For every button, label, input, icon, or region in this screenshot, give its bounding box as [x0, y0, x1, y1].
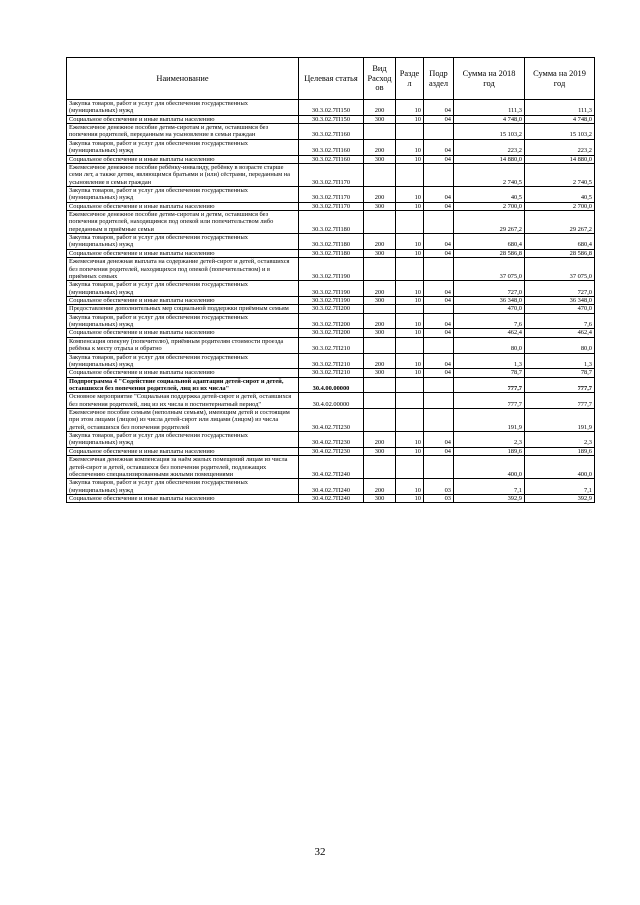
row-sum-2019-cell: 400,0 — [525, 456, 595, 479]
row-target-article-cell: 30.3.02.7П180 — [299, 234, 364, 250]
row-target-article-cell: 30.3.02.7П160 — [299, 139, 364, 155]
row-sum-2018-cell: 392,9 — [454, 494, 525, 502]
row-sum-2018-cell: 80,0 — [454, 337, 525, 353]
row-section-cell — [396, 258, 424, 281]
row-target-article-cell: 30.3.02.7П200 — [299, 313, 364, 329]
row-name-cell: Социальное обеспечение и иные выплаты населению — [67, 115, 299, 123]
row-sum-2018-cell: 462,4 — [454, 329, 525, 337]
table-row — [67, 163, 595, 186]
row-target-article-cell: 30.4.02.7П240 — [299, 479, 364, 495]
row-name-cell: Социальное обеспечение и иные выплаты населению — [67, 447, 299, 455]
row-sum-2019-cell: 15 103,2 — [525, 124, 595, 140]
row-sum-2018-cell: 7,1 — [454, 479, 525, 495]
row-section-cell — [396, 409, 424, 432]
row-expense-type-cell: 200 — [364, 234, 396, 250]
table-row — [67, 186, 595, 202]
row-subsection-cell: 04 — [424, 432, 454, 448]
row-expense-type-cell — [364, 258, 396, 281]
row-expense-type-cell: 300 — [364, 249, 396, 257]
row-section-cell — [396, 456, 424, 479]
row-subsection-cell: 04 — [424, 115, 454, 123]
row-subsection-cell — [424, 163, 454, 186]
row-name-cell: Социальное обеспечение и иные выплаты населению — [67, 494, 299, 502]
row-target-article-cell: 30.3.02.7П170 — [299, 186, 364, 202]
table-row — [67, 409, 595, 432]
row-name-cell: Закупка товаров, работ и услуг для обеспечения государственных (муниципальных) нужд — [67, 139, 299, 155]
row-sum-2019-cell: 7,6 — [525, 313, 595, 329]
row-target-article-cell: 30.3.02.7П180 — [299, 249, 364, 257]
row-sum-2018-cell: 29 267,2 — [454, 211, 525, 234]
table-row — [67, 139, 595, 155]
row-subsection-cell — [424, 337, 454, 353]
row-name-cell: Ежемесячное пособие семьям (неполным семьям), имеющим детей и состоящим при этом лицами (лицом) из числа детей-сирот или лицами (лицом) из числа детей, оставшихся без попечения родителей — [67, 409, 299, 432]
table-row — [67, 281, 595, 297]
row-target-article-cell: 30.4.02.00000 — [299, 393, 364, 409]
row-sum-2018-cell: 15 103,2 — [454, 124, 525, 140]
row-expense-type-cell: 300 — [364, 369, 396, 377]
header-section: Разде л — [396, 58, 424, 100]
row-sum-2019-cell: 111,3 — [525, 100, 595, 116]
row-name-cell: Социальное обеспечение и иные выплаты населению — [67, 296, 299, 304]
row-subsection-cell — [424, 305, 454, 313]
row-expense-type-cell: 200 — [364, 353, 396, 369]
row-sum-2019-cell: 2,3 — [525, 432, 595, 448]
table-row — [67, 313, 595, 329]
row-section-cell — [396, 124, 424, 140]
row-target-article-cell: 30.3.02.7П180 — [299, 211, 364, 234]
row-target-article-cell: 30.3.02.7П190 — [299, 296, 364, 304]
row-section-cell — [396, 393, 424, 409]
row-subsection-cell: 04 — [424, 281, 454, 297]
page-number: 32 — [314, 846, 326, 858]
table-row — [67, 100, 595, 116]
row-name-cell: Социальное обеспечение и иные выплаты населению — [67, 329, 299, 337]
row-target-article-cell: 30.3.02.7П210 — [299, 353, 364, 369]
row-name-cell: Социальное обеспечение и иные выплаты населению — [67, 202, 299, 210]
table-row — [67, 258, 595, 281]
table-row — [67, 369, 595, 377]
row-name-cell: Закупка товаров, работ и услуг для обеспечения государственных (муниципальных) нужд — [67, 353, 299, 369]
row-target-article-cell: 30.3.02.7П170 — [299, 163, 364, 186]
row-target-article-cell: 30.3.02.7П210 — [299, 369, 364, 377]
row-name-cell: Социальное обеспечение и иные выплаты населению — [67, 155, 299, 163]
row-target-article-cell: 30.3.02.7П150 — [299, 100, 364, 116]
header-sum-2018: Сумма на 2018 год — [454, 58, 525, 100]
row-sum-2018-cell: 1,3 — [454, 353, 525, 369]
row-sum-2018-cell: 7,6 — [454, 313, 525, 329]
table-header — [67, 58, 595, 100]
table-row — [67, 296, 595, 304]
row-expense-type-cell — [364, 337, 396, 353]
row-sum-2019-cell: 777,7 — [525, 393, 595, 409]
row-name-cell: Основное мероприятие "Социальная поддержка детей-сирот и детей, оставшихся без попечения родителей, лиц из их числа в постинтернатный период" — [67, 393, 299, 409]
row-subsection-cell: 04 — [424, 155, 454, 163]
table-row — [67, 249, 595, 257]
row-section-cell: 10 — [396, 329, 424, 337]
row-name-cell: Закупка товаров, работ и услуг для обеспечения государственных (муниципальных) нужд — [67, 313, 299, 329]
row-subsection-cell: 03 — [424, 494, 454, 502]
row-subsection-cell: 03 — [424, 479, 454, 495]
row-sum-2019-cell: 392,9 — [525, 494, 595, 502]
row-name-cell: Ежемесячное денежное пособие ребёнку-инвалиду, ребёнку в возрасте старше семи лет, а также детям, являющимся братьями и (или) сёстрами, переданным на усыновление в семьи граждан — [67, 163, 299, 186]
row-subsection-cell: 04 — [424, 139, 454, 155]
row-expense-type-cell: 200 — [364, 186, 396, 202]
row-section-cell: 10 — [396, 234, 424, 250]
row-target-article-cell: 30.3.02.7П150 — [299, 115, 364, 123]
header-subsection: Подр аздел — [424, 58, 454, 100]
row-sum-2018-cell: 191,9 — [454, 409, 525, 432]
row-sum-2018-cell: 111,3 — [454, 100, 525, 116]
table-row — [67, 447, 595, 455]
row-sum-2019-cell: 223,2 — [525, 139, 595, 155]
row-target-article-cell: 30.4.02.7П230 — [299, 447, 364, 455]
table-row — [67, 234, 595, 250]
table-row — [67, 479, 595, 495]
row-sum-2018-cell: 36 348,0 — [454, 296, 525, 304]
row-subsection-cell: 04 — [424, 369, 454, 377]
table-row — [67, 305, 595, 313]
row-name-cell: Закупка товаров, работ и услуг для обеспечения государственных (муниципальных) нужд — [67, 234, 299, 250]
row-target-article-cell: 30.3.02.7П200 — [299, 305, 364, 313]
row-sum-2019-cell: 37 075,0 — [525, 258, 595, 281]
row-sum-2019-cell: 78,7 — [525, 369, 595, 377]
row-target-article-cell: 30.4.02.7П240 — [299, 456, 364, 479]
row-sum-2018-cell: 2 740,5 — [454, 163, 525, 186]
row-target-article-cell: 30.3.02.7П190 — [299, 258, 364, 281]
row-sum-2018-cell: 2,3 — [454, 432, 525, 448]
row-sum-2019-cell: 680,4 — [525, 234, 595, 250]
row-subsection-cell — [424, 258, 454, 281]
row-name-cell: Компенсация опекуну (попечителю), приёмным родителям стоимости проезда ребёнка к месту отдыха и обратно — [67, 337, 299, 353]
table-row — [67, 124, 595, 140]
row-section-cell — [396, 305, 424, 313]
row-name-cell: Закупка товаров, работ и услуг для обеспечения государственных (муниципальных) нужд — [67, 432, 299, 448]
row-expense-type-cell: 300 — [364, 329, 396, 337]
table-row — [67, 155, 595, 163]
row-name-cell: Закупка товаров, работ и услуг для обеспечения государственных (муниципальных) нужд — [67, 281, 299, 297]
row-sum-2019-cell: 470,0 — [525, 305, 595, 313]
row-target-article-cell: 30.3.02.7П160 — [299, 155, 364, 163]
row-target-article-cell: 30.4.02.7П230 — [299, 432, 364, 448]
table-row — [67, 202, 595, 210]
row-section-cell: 10 — [396, 479, 424, 495]
table-row — [67, 211, 595, 234]
row-sum-2019-cell: 40,5 — [525, 186, 595, 202]
row-section-cell: 10 — [396, 155, 424, 163]
row-sum-2018-cell: 37 075,0 — [454, 258, 525, 281]
row-expense-type-cell: 200 — [364, 479, 396, 495]
row-subsection-cell — [424, 211, 454, 234]
row-expense-type-cell: 200 — [364, 139, 396, 155]
row-expense-type-cell: 200 — [364, 432, 396, 448]
table-row — [67, 329, 595, 337]
row-sum-2018-cell: 2 700,0 — [454, 202, 525, 210]
row-section-cell — [396, 337, 424, 353]
row-target-article-cell: 30.4.00.00000 — [299, 377, 364, 393]
row-sum-2019-cell: 29 267,2 — [525, 211, 595, 234]
row-sum-2018-cell: 223,2 — [454, 139, 525, 155]
table-row — [67, 393, 595, 409]
row-sum-2019-cell: 189,6 — [525, 447, 595, 455]
row-name-cell: Ежемесячное денежное пособие детям-сиротам и детям, оставшимся без попечения родителей, переданным на усыновление в семьи граждан — [67, 124, 299, 140]
row-name-cell: Закупка товаров, работ и услуг для обеспечения государственных (муниципальных) нужд — [67, 100, 299, 116]
row-section-cell — [396, 377, 424, 393]
row-section-cell: 10 — [396, 494, 424, 502]
table-row — [67, 494, 595, 502]
row-sum-2019-cell: 727,0 — [525, 281, 595, 297]
row-target-article-cell: 30.4.02.7П240 — [299, 494, 364, 502]
row-sum-2019-cell: 2 740,5 — [525, 163, 595, 186]
row-sum-2018-cell: 40,5 — [454, 186, 525, 202]
row-expense-type-cell: 300 — [364, 155, 396, 163]
row-sum-2018-cell: 14 880,0 — [454, 155, 525, 163]
row-subsection-cell: 04 — [424, 329, 454, 337]
header-expense-type: Вид Расход ов — [364, 58, 396, 100]
table-row — [67, 115, 595, 123]
row-subsection-cell: 04 — [424, 202, 454, 210]
row-expense-type-cell — [364, 456, 396, 479]
row-sum-2019-cell: 191,9 — [525, 409, 595, 432]
header-target-article: Целевая статья — [299, 58, 364, 100]
row-expense-type-cell — [364, 409, 396, 432]
row-expense-type-cell: 300 — [364, 494, 396, 502]
table-body — [67, 100, 595, 503]
row-section-cell: 10 — [396, 186, 424, 202]
row-subsection-cell: 04 — [424, 100, 454, 116]
row-expense-type-cell — [364, 393, 396, 409]
row-sum-2018-cell: 400,0 — [454, 456, 525, 479]
row-section-cell: 10 — [396, 447, 424, 455]
row-expense-type-cell — [364, 163, 396, 186]
table-row — [67, 337, 595, 353]
row-sum-2019-cell: 2 700,0 — [525, 202, 595, 210]
row-target-article-cell: 30.3.02.7П200 — [299, 329, 364, 337]
row-sum-2019-cell: 4 748,0 — [525, 115, 595, 123]
row-sum-2018-cell: 777,7 — [454, 393, 525, 409]
row-subsection-cell: 04 — [424, 296, 454, 304]
row-expense-type-cell: 300 — [364, 202, 396, 210]
row-sum-2018-cell: 189,6 — [454, 447, 525, 455]
row-sum-2019-cell: 462,4 — [525, 329, 595, 337]
row-target-article-cell: 30.4.02.7П230 — [299, 409, 364, 432]
row-subsection-cell — [424, 409, 454, 432]
row-expense-type-cell: 300 — [364, 296, 396, 304]
row-subsection-cell: 04 — [424, 249, 454, 257]
row-subsection-cell: 04 — [424, 234, 454, 250]
header-row — [67, 58, 595, 100]
row-expense-type-cell: 200 — [364, 281, 396, 297]
table-row — [67, 353, 595, 369]
row-target-article-cell: 30.3.02.7П160 — [299, 124, 364, 140]
row-name-cell: Закупка товаров, работ и услуг для обеспечения государственных (муниципальных) нужд — [67, 186, 299, 202]
row-subsection-cell: 04 — [424, 313, 454, 329]
row-sum-2018-cell: 680,4 — [454, 234, 525, 250]
row-sum-2019-cell: 777,7 — [525, 377, 595, 393]
row-section-cell: 10 — [396, 115, 424, 123]
table-row — [67, 456, 595, 479]
table-row — [67, 432, 595, 448]
row-target-article-cell: 30.3.02.7П170 — [299, 202, 364, 210]
row-expense-type-cell: 300 — [364, 115, 396, 123]
row-sum-2018-cell: 470,0 — [454, 305, 525, 313]
row-section-cell: 10 — [396, 353, 424, 369]
row-target-article-cell: 30.3.02.7П190 — [299, 281, 364, 297]
row-sum-2018-cell: 28 586,8 — [454, 249, 525, 257]
row-name-cell: Закупка товаров, работ и услуг для обеспечения государственных (муниципальных) нужд — [67, 479, 299, 495]
row-section-cell: 10 — [396, 313, 424, 329]
row-sum-2019-cell: 7,1 — [525, 479, 595, 495]
row-section-cell: 10 — [396, 202, 424, 210]
row-sum-2018-cell: 78,7 — [454, 369, 525, 377]
row-sum-2019-cell: 1,3 — [525, 353, 595, 369]
row-sum-2018-cell: 4 748,0 — [454, 115, 525, 123]
row-section-cell — [396, 163, 424, 186]
row-section-cell: 10 — [396, 281, 424, 297]
row-subsection-cell: 04 — [424, 447, 454, 455]
row-expense-type-cell: 300 — [364, 447, 396, 455]
row-section-cell: 10 — [396, 249, 424, 257]
row-name-cell: Ежемесячная денежная выплата на содержание детей-сирот и детей, оставшихся без попечения родителей, находящихся под опекой (попечительством) и в приёмных семьях — [67, 258, 299, 281]
row-section-cell — [396, 211, 424, 234]
row-expense-type-cell — [364, 124, 396, 140]
row-expense-type-cell — [364, 377, 396, 393]
row-name-cell: Ежемесячная денежная компенсация за наём жилых помещений лицам из числа детей-сирот и детей, оставшихся без попечения родителей, подлежащих обеспечению специализированными жилыми помещениями — [67, 456, 299, 479]
header-sum-2019: Сумма на 2019 год — [525, 58, 595, 100]
row-subsection-cell — [424, 377, 454, 393]
row-expense-type-cell: 200 — [364, 100, 396, 116]
row-section-cell: 10 — [396, 432, 424, 448]
table-row — [67, 377, 595, 393]
row-sum-2018-cell: 727,0 — [454, 281, 525, 297]
row-name-cell: Предоставление дополнительных мер социальной поддержки приёмным семьям — [67, 305, 299, 313]
row-subsection-cell: 04 — [424, 353, 454, 369]
row-sum-2018-cell: 777,7 — [454, 377, 525, 393]
row-name-cell: Ежемесячное денежное пособие детям-сиротам и детям, оставшимся без попечения родителей, находящимся под опекой или попечительством либо переданным в приёмные семьи — [67, 211, 299, 234]
row-section-cell: 10 — [396, 296, 424, 304]
row-subsection-cell — [424, 124, 454, 140]
row-subsection-cell — [424, 456, 454, 479]
row-section-cell: 10 — [396, 139, 424, 155]
row-name-cell: Социальное обеспечение и иные выплаты населению — [67, 249, 299, 257]
row-subsection-cell: 04 — [424, 186, 454, 202]
row-section-cell: 10 — [396, 100, 424, 116]
row-sum-2019-cell: 14 880,0 — [525, 155, 595, 163]
row-expense-type-cell: 200 — [364, 313, 396, 329]
row-subsection-cell — [424, 393, 454, 409]
row-sum-2019-cell: 80,0 — [525, 337, 595, 353]
row-expense-type-cell — [364, 305, 396, 313]
row-sum-2019-cell: 28 586,8 — [525, 249, 595, 257]
row-section-cell: 10 — [396, 369, 424, 377]
header-name: Наименование — [67, 58, 299, 100]
row-name-cell: Подпрограмма 4 "Содействие социальной адаптации детей-сирот и детей, оставшихся без попечения родителей, лиц из их числа" — [67, 377, 299, 393]
row-name-cell: Социальное обеспечение и иные выплаты населению — [67, 369, 299, 377]
budget-table — [66, 57, 595, 503]
row-expense-type-cell — [364, 211, 396, 234]
row-sum-2019-cell: 36 348,0 — [525, 296, 595, 304]
row-target-article-cell: 30.3.02.7П210 — [299, 337, 364, 353]
